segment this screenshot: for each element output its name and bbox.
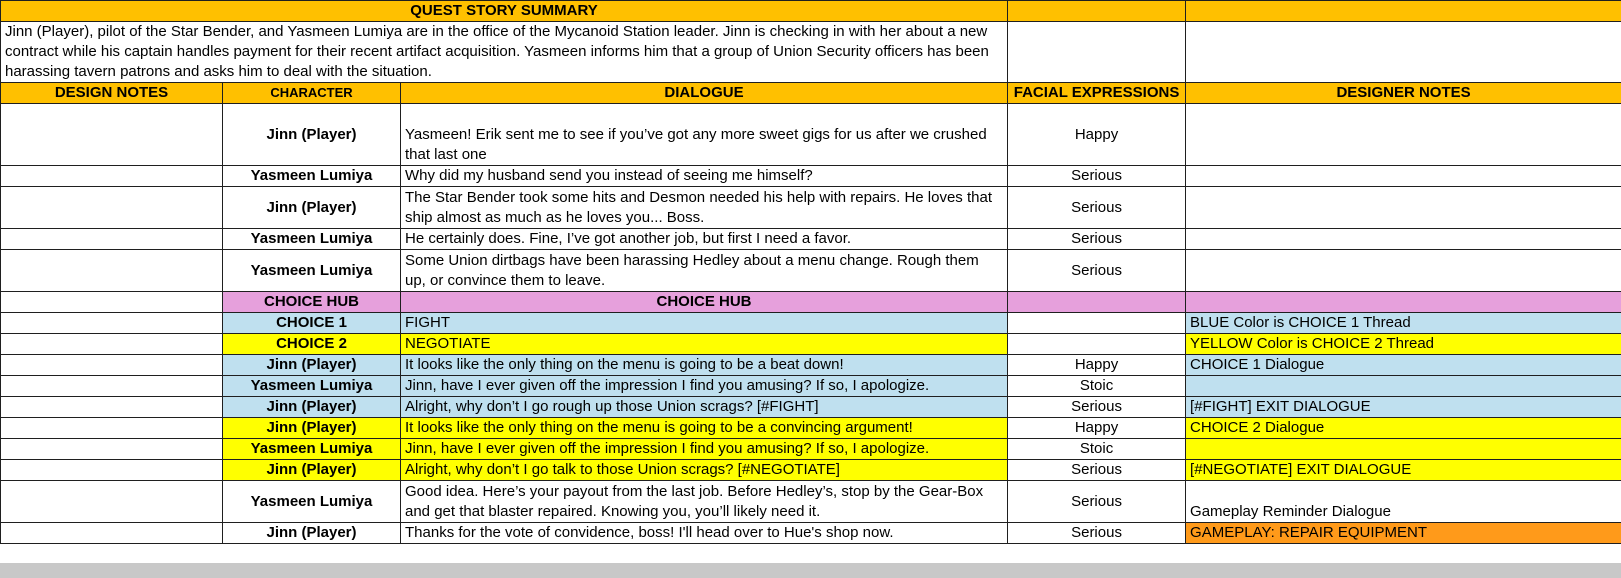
expression-cell[interactable]: Serious [1008,166,1186,187]
designer-notes-cell[interactable] [1186,250,1621,292]
dialogue-cell[interactable]: Jinn, have I ever given off the impression I find you amusing? If so, I apologize. [401,376,1008,397]
character-cell[interactable]: Jinn (Player) [223,355,401,376]
dialogue-cell[interactable]: The Star Bender took some hits and Desmon needed his help with repairs. He loves that ship almost as much as he loves you... Boss. [401,187,1008,229]
dialogue-cell[interactable]: Some Union dirtbags have been harassing Hedley about a menu change. Rough them up, or convince them to leave. [401,250,1008,292]
designer-notes-cell[interactable] [1186,104,1621,166]
quest-summary-title[interactable]: QUEST STORY SUMMARY [1,1,1008,22]
header-facial-expressions[interactable]: FACIAL EXPRESSIONS [1008,83,1186,104]
expression-cell[interactable]: Serious [1008,229,1186,250]
dialogue-cell[interactable]: Why did my husband send you instead of seeing me himself? [401,166,1008,187]
table-row [1,481,1621,523]
character-cell[interactable]: Yasmeen Lumiya [223,229,401,250]
designer-notes-cell[interactable]: CHOICE 2 Dialogue [1186,418,1621,439]
expression-cell[interactable] [1008,334,1186,355]
character-cell[interactable]: Jinn (Player) [223,104,401,166]
design-notes-cell[interactable] [1,166,223,187]
expression-cell[interactable]: Happy [1008,355,1186,376]
dialogue-cell[interactable]: He certainly does. Fine, I’ve got another job, but first I need a favor. [401,229,1008,250]
expression-cell[interactable]: Serious [1008,187,1186,229]
table-row [1,187,1621,229]
character-cell[interactable]: Jinn (Player) [223,460,401,481]
design-notes-cell[interactable] [1,250,223,292]
designer-notes-cell[interactable]: GAMEPLAY: REPAIR EQUIPMENT [1186,523,1621,544]
expression-cell[interactable]: Serious [1008,460,1186,481]
design-notes-cell[interactable] [1,376,223,397]
designer-notes-cell[interactable] [1186,292,1621,313]
designer-notes-cell[interactable] [1186,439,1621,460]
expression-cell[interactable]: Serious [1008,481,1186,523]
summary-blank-cell[interactable] [1008,22,1186,83]
header-design-notes[interactable]: DESIGN NOTES [1,83,223,104]
character-cell[interactable]: Yasmeen Lumiya [223,481,401,523]
character-cell[interactable]: CHOICE 2 [223,334,401,355]
summary-blank-cell[interactable] [1186,22,1621,83]
table-row [1,460,1621,481]
summary-title-blank-cell[interactable] [1008,1,1186,22]
dialogue-cell[interactable]: FIGHT [401,313,1008,334]
designer-notes-cell[interactable]: BLUE Color is CHOICE 1 Thread [1186,313,1621,334]
dialogue-cell[interactable]: Thanks for the vote of convidence, boss! I'll head over to Hue's shop now. [401,523,1008,544]
expression-cell[interactable]: Happy [1008,104,1186,166]
design-notes-cell[interactable] [1,481,223,523]
summary-title-row [1,1,1621,22]
expression-cell[interactable]: Stoic [1008,439,1186,460]
design-notes-cell[interactable] [1,355,223,376]
designer-notes-cell[interactable] [1186,187,1621,229]
designer-notes-cell[interactable]: YELLOW Color is CHOICE 2 Thread [1186,334,1621,355]
design-notes-cell[interactable] [1,229,223,250]
expression-cell[interactable]: Serious [1008,523,1186,544]
sheet-footer-strip [0,563,1621,578]
choice-hub-row [1,292,1621,313]
character-cell[interactable]: CHOICE HUB [223,292,401,313]
dialogue-cell[interactable]: It looks like the only thing on the menu is going to be a convincing argument! [401,418,1008,439]
header-character[interactable]: CHARACTER [223,83,401,104]
choice-1-row [1,313,1621,334]
character-cell[interactable]: CHOICE 1 [223,313,401,334]
character-cell[interactable]: Jinn (Player) [223,523,401,544]
header-dialogue[interactable]: DIALOGUE [401,83,1008,104]
dialogue-cell[interactable]: It looks like the only thing on the menu is going to be a beat down! [401,355,1008,376]
character-cell[interactable]: Jinn (Player) [223,418,401,439]
design-notes-cell[interactable] [1,397,223,418]
designer-notes-cell[interactable] [1186,229,1621,250]
design-notes-cell[interactable] [1,523,223,544]
table-row [1,418,1621,439]
design-notes-cell[interactable] [1,460,223,481]
dialogue-cell[interactable]: NEGOTIATE [401,334,1008,355]
design-notes-cell[interactable] [1,187,223,229]
dialogue-cell[interactable]: Jinn, have I ever given off the impression I find you amusing? If so, I apologize. [401,439,1008,460]
dialogue-cell[interactable]: Alright, why don’t I go rough up those Union scrags? [#FIGHT] [401,397,1008,418]
table-row [1,166,1621,187]
header-designer-notes[interactable]: DESIGNER NOTES [1186,83,1621,104]
design-notes-cell[interactable] [1,313,223,334]
table-row [1,397,1621,418]
table-row [1,250,1621,292]
design-notes-cell[interactable] [1,292,223,313]
expression-cell[interactable] [1008,313,1186,334]
expression-cell[interactable]: Happy [1008,418,1186,439]
character-cell[interactable]: Yasmeen Lumiya [223,376,401,397]
character-cell[interactable]: Yasmeen Lumiya [223,250,401,292]
dialogue-cell[interactable]: CHOICE HUB [401,292,1008,313]
dialogue-cell[interactable]: Alright, why don’t I go talk to those Union scrags? [#NEGOTIATE] [401,460,1008,481]
dialogue-cell[interactable]: Yasmeen! Erik sent me to see if you’ve got any more sweet gigs for us after we crushed that last one [401,104,1008,166]
choice-2-row [1,334,1621,355]
designer-notes-cell[interactable]: [#FIGHT] EXIT DIALOGUE [1186,397,1621,418]
design-notes-cell[interactable] [1,334,223,355]
character-cell[interactable]: Yasmeen Lumiya [223,166,401,187]
character-cell[interactable]: Yasmeen Lumiya [223,439,401,460]
designer-notes-cell[interactable] [1186,376,1621,397]
designer-notes-cell[interactable] [1186,166,1621,187]
character-cell[interactable]: Jinn (Player) [223,187,401,229]
designer-notes-cell[interactable]: CHOICE 1 Dialogue [1186,355,1621,376]
designer-notes-cell[interactable]: Gameplay Reminder Dialogue [1186,481,1621,523]
expression-cell[interactable]: Serious [1008,250,1186,292]
expression-cell[interactable]: Serious [1008,397,1186,418]
design-notes-cell[interactable] [1,439,223,460]
table-row [1,523,1621,544]
design-notes-cell[interactable] [1,418,223,439]
table-row [1,355,1621,376]
column-header-row [1,83,1621,104]
designer-notes-cell[interactable]: [#NEGOTIATE] EXIT DIALOGUE [1186,460,1621,481]
table-row [1,229,1621,250]
table-row [1,439,1621,460]
table-row [1,104,1621,166]
table-row [1,376,1621,397]
expression-cell[interactable]: Stoic [1008,376,1186,397]
summary-text-row [1,22,1621,83]
character-cell[interactable]: Jinn (Player) [223,397,401,418]
design-notes-cell[interactable] [1,104,223,166]
expression-cell[interactable] [1008,292,1186,313]
quest-summary-text[interactable]: Jinn (Player), pilot of the Star Bender, and Yasmeen Lumiya are in the office of the Mycanoid Station leader. Jinn is checking in with her about a new contract while his captain handles payment for their recent artifact acquisition. Yasmeen informs him that a group of Union Security officers has been harassing tavern patrons and asks him to deal with the situation. [1,22,1008,83]
dialogue-cell[interactable]: Good idea. Here’s your payout from the last job. Before Hedley’s, stop by the Gear-Box and get that blaster repaired. Knowing you, you’ll likely need it. [401,481,1008,523]
summary-title-blank-cell[interactable] [1186,1,1621,22]
